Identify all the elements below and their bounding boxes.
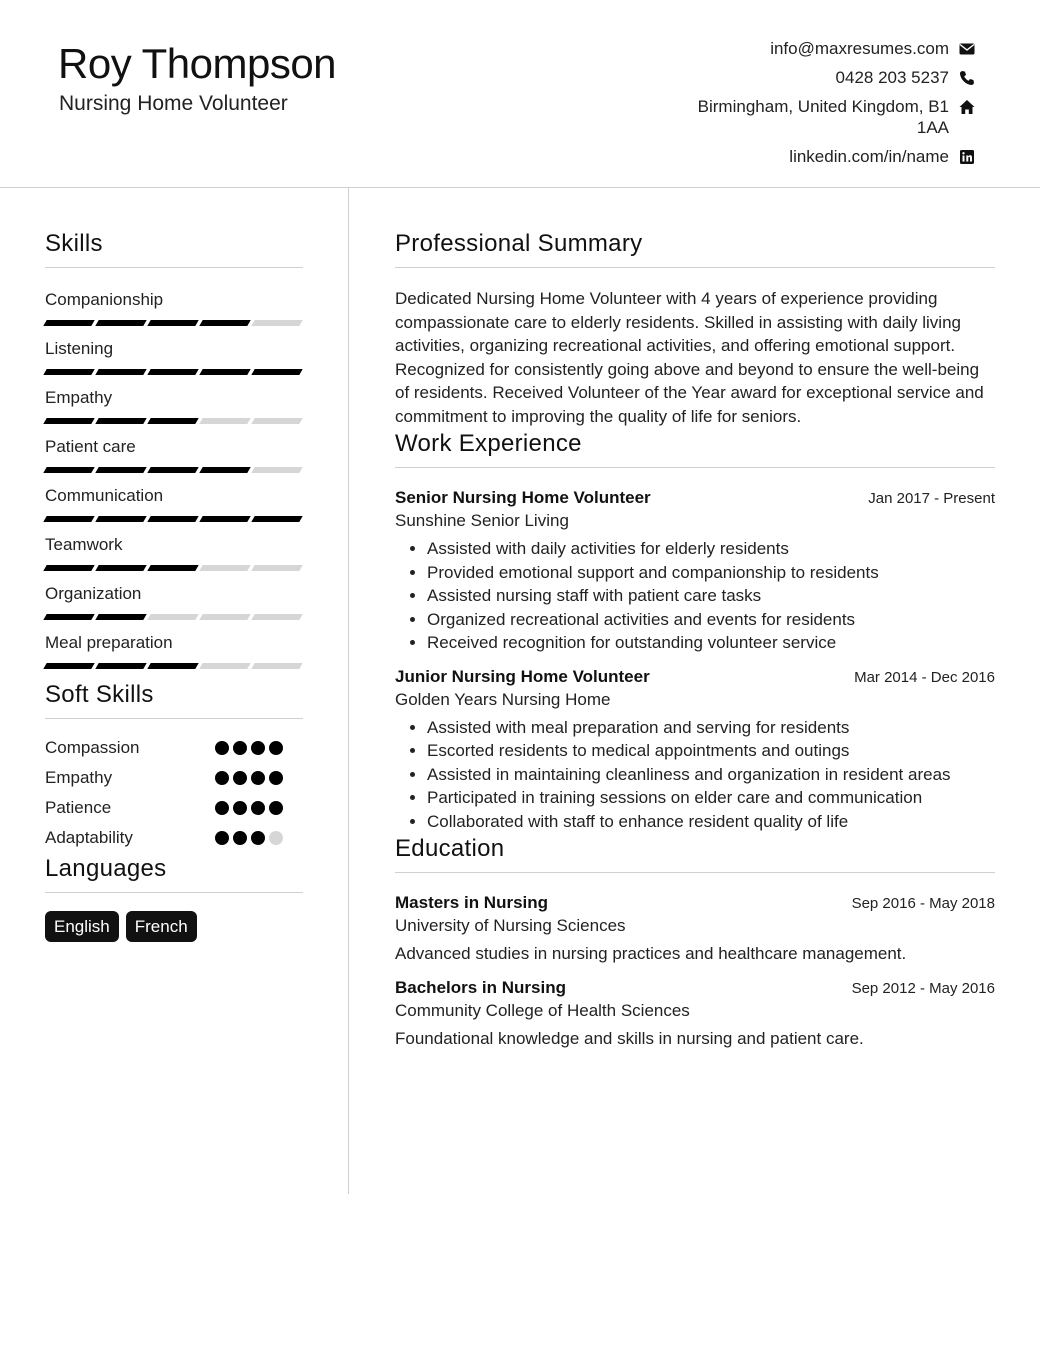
skill-level-segment	[251, 369, 302, 375]
skill-level-segment	[199, 565, 250, 571]
job-bullet: • Organized recreational activities and events for residents	[427, 608, 995, 632]
job-bullet: • Assisted with meal preparation and serving for residents	[427, 716, 995, 740]
candidate-title: Nursing Home Volunteer	[59, 92, 288, 115]
skill-level-segment	[43, 320, 94, 326]
education-entry	[395, 893, 995, 964]
skill-level-segment	[251, 663, 302, 669]
resume-header	[0, 0, 1040, 188]
contact-email	[646, 38, 976, 59]
soft-skill-dot	[269, 741, 283, 755]
job-bullet: • Participated in training sessions on elder care and communication	[427, 786, 995, 810]
skill-level-segment	[147, 663, 198, 669]
skill-level-segment	[95, 467, 146, 473]
skill-level-segment	[199, 467, 250, 473]
job-bullet: • Provided emotional support and companionship to residents	[427, 561, 995, 585]
employer-name: Sunshine Senior Living	[395, 511, 569, 530]
soft-skill-dots	[215, 801, 283, 815]
skill-name: Communication	[45, 486, 164, 505]
summary-text: Dedicated Nursing Home Volunteer with 4 years of experience providing compassionate care to elderly residents. Skilled in assisting with daily living activities, organizing recreational activities, and offering emotional support. Recognized for consistently going above and beyond to ensure the well-being of residents. Received Volunteer of the Year award for exceptional service and commitment to improving the quality of life for seniors.	[395, 289, 984, 426]
soft-skill-dot	[215, 741, 229, 755]
contact-linkedin	[646, 146, 976, 167]
contact-address	[646, 96, 976, 138]
skill-item	[45, 387, 303, 424]
skill-level-bars	[45, 516, 303, 522]
soft-skill-dots	[215, 771, 283, 785]
language-tag: English	[45, 911, 119, 942]
language-tag: French	[126, 911, 197, 942]
skills-heading: Skills	[45, 230, 303, 268]
skill-level-segment	[147, 369, 198, 375]
candidate-name: Roy Thompson	[58, 40, 337, 87]
skill-level-segment	[199, 369, 250, 375]
soft-skill-item	[45, 733, 303, 763]
linkedin-icon	[958, 148, 976, 166]
skill-name: Listening	[45, 339, 114, 358]
skill-level-segment	[199, 516, 250, 522]
skill-name: Patient care	[45, 437, 136, 456]
languages-heading: Languages	[45, 855, 303, 893]
soft-skill-dot	[233, 831, 247, 845]
skill-level-segment	[251, 516, 302, 522]
education-description: Advanced studies in nursing practices and healthcare management.	[395, 944, 907, 963]
skill-name: Companionship	[45, 290, 164, 309]
job-bullet: • Received recognition for outstanding volunteer service	[427, 631, 995, 655]
soft-skill-dot	[269, 831, 283, 845]
skill-level-segment	[95, 320, 146, 326]
skill-item	[45, 436, 303, 473]
skill-level-segment	[95, 614, 146, 620]
skill-level-segment	[147, 565, 198, 571]
skill-level-segment	[43, 565, 94, 571]
skill-level-segment	[199, 663, 250, 669]
job-bullet: • Collaborated with staff to enhance resident quality of life	[427, 810, 995, 834]
skill-level-segment	[199, 320, 250, 326]
job-bullets	[395, 537, 995, 655]
education-heading: Education	[395, 835, 995, 873]
education-description: Foundational knowledge and skills in nursing and patient care.	[395, 1029, 864, 1048]
soft-skill-item	[45, 793, 303, 823]
skill-level-segment	[43, 418, 94, 424]
skill-name: Teamwork	[45, 535, 123, 554]
contact-block	[646, 38, 976, 175]
education-dates: Sep 2012 - May 2016	[851, 980, 995, 997]
education-header	[395, 893, 995, 913]
skill-level-segment	[43, 467, 94, 473]
skill-level-segment	[43, 516, 94, 522]
skill-level-bars	[45, 467, 303, 473]
skill-level-segment	[147, 516, 198, 522]
skill-level-segment	[95, 369, 146, 375]
skill-level-bars	[45, 663, 303, 669]
skill-level-segment	[147, 320, 198, 326]
soft-skills-heading: Soft Skills	[45, 681, 303, 719]
skill-level-bars	[45, 369, 303, 375]
skill-name: Organization	[45, 584, 142, 603]
skill-level-segment	[95, 516, 146, 522]
soft-skill-item	[45, 823, 303, 853]
experience-list	[395, 488, 995, 833]
degree-name: Bachelors in Nursing	[395, 978, 566, 997]
soft-skill-dot	[269, 801, 283, 815]
skills-list	[45, 289, 303, 669]
education-dates: Sep 2016 - May 2018	[851, 895, 995, 912]
skill-level-segment	[43, 614, 94, 620]
skill-level-segment	[147, 418, 198, 424]
soft-skill-item	[45, 763, 303, 793]
soft-skill-dots	[215, 831, 283, 845]
contact-linkedin-text[interactable]: linkedin.com/in/name	[789, 147, 949, 166]
experience-header	[395, 667, 995, 687]
soft-skill-dot	[251, 741, 265, 755]
skill-level-segment	[95, 418, 146, 424]
skill-level-segment	[95, 565, 146, 571]
skill-level-segment	[199, 418, 250, 424]
phone-icon	[958, 69, 976, 87]
job-bullet: • Assisted with daily activities for elderly residents	[427, 537, 995, 561]
degree-name: Masters in Nursing	[395, 893, 549, 912]
job-dates: Jan 2017 - Present	[868, 490, 995, 507]
skill-level-segment	[95, 663, 146, 669]
experience-header	[395, 488, 995, 508]
contact-email-text[interactable]: info@maxresumes.com	[770, 39, 949, 58]
job-title: Senior Nursing Home Volunteer	[395, 488, 651, 507]
skill-item	[45, 583, 303, 620]
main-content	[395, 230, 995, 1049]
soft-skill-dots	[215, 741, 283, 755]
soft-skill-dot	[269, 771, 283, 785]
experience-heading: Work Experience	[395, 430, 995, 468]
education-entry	[395, 978, 995, 1049]
school-name: University of Nursing Sciences	[395, 916, 626, 935]
experience-entry	[395, 488, 995, 655]
skill-level-segment	[199, 614, 250, 620]
soft-skill-dot	[233, 741, 247, 755]
education-list	[395, 893, 995, 1049]
soft-skill-dot	[215, 831, 229, 845]
skill-level-bars	[45, 418, 303, 424]
skill-name: Empathy	[45, 388, 113, 407]
soft-skill-dot	[233, 801, 247, 815]
skill-item	[45, 485, 303, 522]
skill-level-segment	[147, 467, 198, 473]
skill-level-segment	[251, 467, 302, 473]
job-dates: Mar 2014 - Dec 2016	[854, 668, 995, 686]
school-name: Community College of Health Sciences	[395, 1001, 690, 1020]
job-bullets	[395, 716, 995, 834]
home-icon	[958, 98, 976, 116]
job-bullet: • Escorted residents to medical appointments and outings	[427, 739, 995, 763]
sidebar	[45, 230, 303, 942]
soft-skill-dot	[215, 801, 229, 815]
languages-list	[45, 911, 303, 942]
skill-level-bars	[45, 320, 303, 326]
experience-entry	[395, 667, 995, 834]
soft-skill-dot	[251, 771, 265, 785]
employer-name: Golden Years Nursing Home	[395, 689, 611, 709]
skill-level-bars	[45, 565, 303, 571]
soft-skill-dot	[251, 801, 265, 815]
education-header	[395, 978, 995, 998]
skill-level-segment	[251, 614, 302, 620]
job-title: Junior Nursing Home Volunteer	[395, 666, 650, 686]
summary-heading: Professional Summary	[395, 230, 995, 268]
skill-level-segment	[251, 565, 302, 571]
soft-skill-dot	[215, 771, 229, 785]
skill-level-segment	[251, 320, 302, 326]
contact-phone-text[interactable]: 0428 203 5237	[835, 68, 949, 87]
soft-skill-dot	[251, 831, 265, 845]
contact-address-text: Birmingham, United Kingdom, B1 1AA	[697, 97, 949, 137]
skill-level-bars	[45, 614, 303, 620]
soft-skills-list	[45, 733, 303, 853]
skill-level-segment	[251, 418, 302, 424]
skill-name: Meal preparation	[45, 633, 173, 652]
job-bullet: • Assisted nursing staff with patient care tasks	[427, 584, 995, 608]
skill-item	[45, 632, 303, 669]
skill-item	[45, 289, 303, 326]
soft-skill-name: Empathy	[45, 768, 113, 787]
skill-level-segment	[147, 614, 198, 620]
column-divider	[348, 188, 349, 1194]
soft-skill-name: Patience	[45, 798, 112, 817]
soft-skill-name: Compassion	[45, 738, 140, 757]
soft-skill-name: Adaptability	[45, 828, 133, 847]
skill-level-segment	[43, 663, 94, 669]
soft-skill-dot	[233, 771, 247, 785]
contact-phone	[646, 67, 976, 88]
job-bullet: • Assisted in maintaining cleanliness and organization in resident areas	[427, 763, 995, 787]
skill-level-segment	[43, 369, 94, 375]
skill-item	[45, 338, 303, 375]
envelope-icon	[958, 40, 976, 58]
skill-item	[45, 534, 303, 571]
